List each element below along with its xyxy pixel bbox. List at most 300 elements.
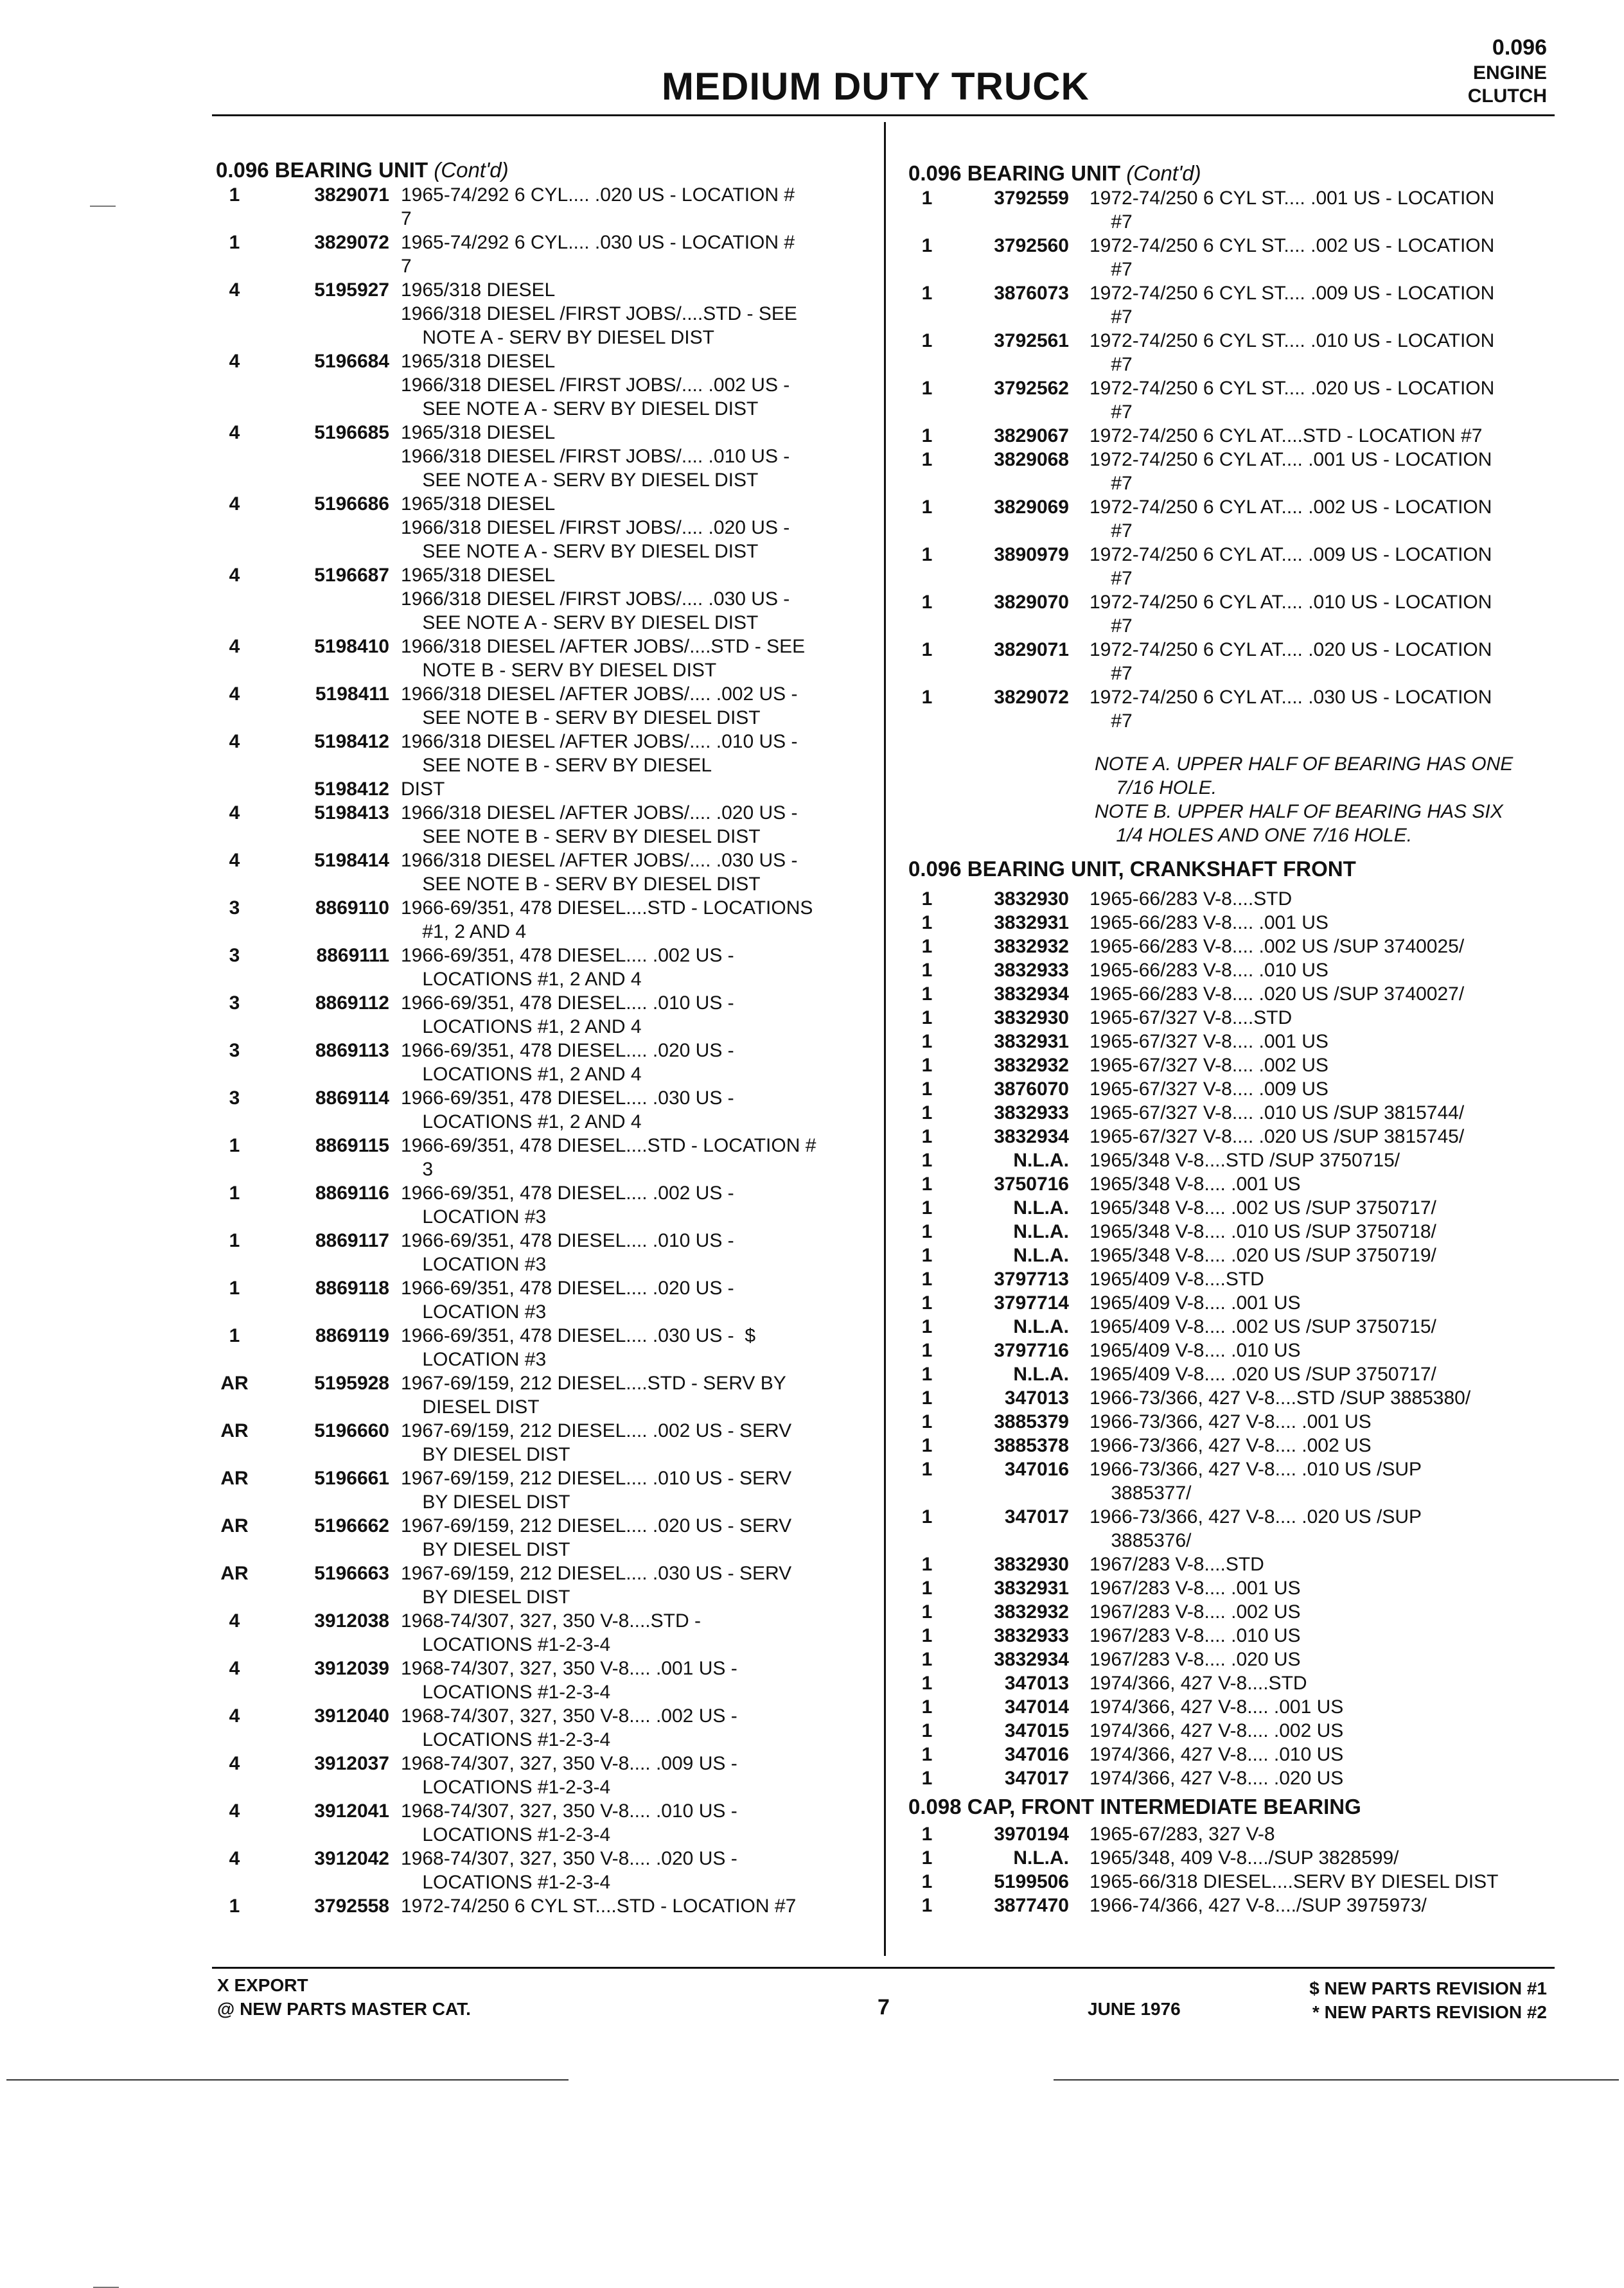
item-part-number: 8869114: [315, 1087, 389, 1109]
item-description: 1972-74/250 6 CYL ST.... .020 US - LOCATION #7: [1090, 378, 1495, 423]
item-description: 1965-67/283, 327 V-8: [1090, 1824, 1275, 1845]
item-description: 1967-69/159, 212 DIESEL.... .020 US - SERV BY DIESEL DIST: [401, 1515, 792, 1560]
item-description: 1972-74/250 6 CYL AT.... .020 US - LOCATION #7: [1090, 639, 1492, 684]
item-part-number: 5198413: [314, 802, 389, 823]
list-item: [908, 1766, 1570, 1790]
list-item: [216, 1514, 878, 1562]
list-item: [216, 1419, 878, 1466]
list-item: [908, 1196, 1570, 1220]
item-part-number: 3832934: [994, 1649, 1069, 1670]
list-item: [216, 1371, 878, 1419]
item-part-number: 3792561: [994, 330, 1069, 351]
list-item: [908, 1894, 1570, 1917]
list-item: [908, 1053, 1570, 1077]
item-part-number: 3832934: [994, 983, 1069, 1005]
item-quantity: 4: [229, 351, 240, 372]
item-part-number: 3797716: [994, 1340, 1069, 1361]
item-quantity: 1: [921, 1673, 933, 1694]
item-part-number: 3832934: [994, 1126, 1069, 1147]
list-item: [908, 1648, 1570, 1671]
item-quantity: 1: [921, 1411, 933, 1432]
list-item: [216, 944, 878, 991]
item-description: 1965/409 V-8.... .010 US: [1090, 1340, 1301, 1361]
item-quantity: 4: [229, 279, 240, 301]
item-quantity: 1: [229, 1183, 240, 1204]
item-description: 1965/348, 409 V-8..../SUP 3828599/: [1090, 1847, 1399, 1869]
footer-legend-master-cat: @ NEW PARTS MASTER CAT.: [217, 1999, 471, 2019]
item-part-number: 3797714: [994, 1292, 1069, 1314]
list-item: [908, 1870, 1570, 1894]
item-quantity: 1: [921, 888, 933, 910]
list-item: [908, 1457, 1570, 1505]
list-item: [908, 1220, 1570, 1244]
item-part-number: 8869113: [315, 1040, 389, 1061]
list-item: [908, 1006, 1570, 1030]
item-quantity: 3: [229, 992, 240, 1014]
item-description: 1965-67/327 V-8.... .001 US: [1090, 1031, 1328, 1052]
item-description: 1968-74/307, 327, 350 V-8.... .002 US - LOCATIONS #1-2-3-4: [401, 1705, 737, 1750]
item-quantity: 1: [921, 544, 933, 565]
item-part-number: 8869112: [315, 992, 389, 1014]
bottom-margin-rule: [1054, 2079, 1619, 2081]
item-description: 1965-66/283 V-8.... .010 US: [1090, 960, 1328, 981]
item-description: 1966-69/351, 478 DIESEL.... .020 US - LOCATIONS #1, 2 AND 4: [401, 1040, 734, 1085]
item-quantity: 1: [229, 184, 240, 206]
item-quantity: 1: [921, 378, 933, 399]
item-part-number: 5196663: [314, 1563, 389, 1584]
notes-block: [908, 752, 1570, 847]
item-description: 1966-73/366, 427 V-8.... .020 US /SUP 3885376/: [1090, 1506, 1422, 1551]
list-item: [908, 1101, 1570, 1125]
item-part-number: 3832931: [994, 1031, 1069, 1052]
list-item: [216, 1276, 878, 1324]
list-item: [216, 1324, 878, 1371]
item-part-number: 3832930: [994, 1554, 1069, 1575]
item-part-number: 3832933: [994, 1102, 1069, 1123]
section-category-engine: ENGINE: [1472, 62, 1547, 84]
item-quantity: 1: [921, 1245, 933, 1266]
item-description: 1967/283 V-8....STD: [1090, 1554, 1264, 1575]
list-item: [908, 1148, 1570, 1172]
item-description: 1965/348 V-8.... .001 US: [1090, 1174, 1301, 1195]
list-item: [216, 1466, 878, 1514]
item-description: 1974/366, 427 V-8.... .020 US: [1090, 1768, 1344, 1789]
item-description: 1966-73/366, 427 V-8....STD /SUP 3885380/: [1090, 1387, 1471, 1409]
list-item: [908, 1695, 1570, 1719]
item-quantity: 1: [921, 1824, 933, 1845]
item-quantity: 4: [229, 565, 240, 586]
item-quantity: 4: [229, 636, 240, 657]
list-item: [216, 1799, 878, 1847]
item-quantity: 1: [921, 912, 933, 933]
item-description: 1966-69/351, 478 DIESEL.... .010 US - LOCATION #3: [401, 1230, 734, 1275]
item-description: 1967-69/159, 212 DIESEL.... .030 US - SERV BY DIESEL DIST: [401, 1563, 792, 1608]
item-description: 1972-74/250 6 CYL ST.... .010 US - LOCATION #7: [1090, 330, 1495, 375]
item-quantity: 1: [921, 235, 933, 256]
list-item: [908, 448, 1570, 495]
item-description: 1968-74/307, 327, 350 V-8.... .010 US - LOCATIONS #1-2-3-4: [401, 1800, 737, 1845]
item-description: 1972-74/250 6 CYL ST.... .001 US - LOCATION #7: [1090, 188, 1495, 233]
footer-date: JUNE 1976: [1088, 1999, 1181, 2019]
item-part-number: 3890979: [994, 544, 1069, 565]
item-description: 1967-69/159, 212 DIESEL.... .010 US - SERV BY DIESEL DIST: [401, 1468, 792, 1513]
list-item: [216, 849, 878, 896]
item-description: 1965/409 V-8....STD: [1090, 1269, 1264, 1290]
item-description: 1965/318 DIESEL 1966/318 DIESEL /FIRST JOBS/.... .010 US - SEE NOTE A - SERV BY DIESEL DIST: [401, 422, 790, 491]
item-quantity: 3: [229, 945, 240, 966]
list-item: [908, 1505, 1570, 1553]
section-category-clutch: CLUTCH: [1467, 85, 1547, 107]
item-part-number: 3912042: [314, 1848, 389, 1869]
right-column: [908, 161, 1570, 1917]
item-quantity: AR: [220, 1563, 249, 1584]
item-part-number: 5195927: [314, 279, 389, 301]
item-part-number: N.L.A.: [1013, 1221, 1069, 1242]
list-item: [908, 186, 1570, 234]
item-part-number: 8869110: [315, 897, 389, 919]
list-item: [216, 1657, 878, 1704]
item-description: 1965-74/292 6 CYL.... .030 US - LOCATION # 7: [401, 232, 795, 277]
item-description: 1966-74/366, 427 V-8..../SUP 3975973/: [1090, 1895, 1427, 1916]
list-item: [908, 281, 1570, 329]
item-quantity: 1: [921, 1316, 933, 1337]
item-description: 1966/318 DIESEL /AFTER JOBS/.... .030 US - SEE NOTE B - SERV BY DIESEL DIST: [401, 850, 798, 895]
item-quantity: 1: [229, 1230, 240, 1251]
item-description: 1967/283 V-8.... .002 US: [1090, 1601, 1301, 1623]
list-item: [908, 1624, 1570, 1648]
footer-revision-2: * NEW PARTS REVISION #2: [1312, 2002, 1547, 2022]
list-item: [216, 1229, 878, 1276]
item-description: 1972-74/250 6 CYL AT.... .002 US - LOCATION #7: [1090, 497, 1492, 541]
item-part-number: 3912037: [314, 1753, 389, 1774]
footer-legend-export: X EXPORT: [217, 1975, 308, 1995]
item-part-number: 3912038: [314, 1610, 389, 1632]
item-description: 1965/409 V-8.... .002 US /SUP 3750715/: [1090, 1316, 1436, 1337]
item-description: 1966/318 DIESEL /AFTER JOBS/.... .010 US - SEE NOTE B - SERV BY DIESEL: [401, 731, 798, 776]
item-quantity: 1: [921, 983, 933, 1005]
item-description: 1965/409 V-8.... .020 US /SUP 3750717/: [1090, 1364, 1436, 1385]
item-quantity: 1: [921, 1871, 933, 1892]
list-item: [216, 635, 878, 682]
list-item: [216, 1181, 878, 1229]
item-quantity: 1: [921, 639, 933, 660]
item-description: 1965-67/327 V-8.... .010 US /SUP 3815744/: [1090, 1102, 1465, 1123]
item-description: 1974/366, 427 V-8.... .010 US: [1090, 1744, 1344, 1765]
item-part-number: 347016: [1004, 1459, 1069, 1480]
section-heading-cap-front-intermediate-bearing: 0.098 CAP, FRONT INTERMEDIATE BEARING: [908, 1795, 1361, 1818]
bottom-margin-rule: [6, 2079, 569, 2081]
item-quantity: 1: [921, 1895, 933, 1916]
item-quantity: 1: [921, 1126, 933, 1147]
item-part-number: 3829071: [314, 184, 389, 206]
item-description: 1972-74/250 6 CYL AT.... .030 US - LOCATION #7: [1090, 687, 1492, 732]
item-part-number: N.L.A.: [1013, 1316, 1069, 1337]
list-item: [908, 1576, 1570, 1600]
list-item: [216, 1704, 878, 1752]
item-description: 1965/348 V-8.... .010 US /SUP 3750718/: [1090, 1221, 1436, 1242]
item-description: 1966-69/351, 478 DIESEL.... .002 US - LOCATIONS #1, 2 AND 4: [401, 945, 734, 990]
parts-list: [908, 887, 1570, 1790]
item-quantity: 4: [229, 802, 240, 823]
item-part-number: 347017: [1004, 1506, 1069, 1527]
item-part-number: 347013: [1004, 1387, 1069, 1409]
list-item: [908, 590, 1570, 638]
item-quantity: AR: [220, 1468, 249, 1489]
item-quantity: 1: [921, 1847, 933, 1869]
item-quantity: 4: [229, 850, 240, 871]
item-part-number: 3876070: [994, 1078, 1069, 1100]
item-quantity: 1: [921, 425, 933, 446]
list-item: [908, 982, 1570, 1006]
item-description: 1965/318 DIESEL 1966/318 DIESEL /FIRST JOBS/.... .002 US - SEE NOTE A - SERV BY DIESEL DIST: [401, 351, 790, 419]
item-description: 1968-74/307, 327, 350 V-8.... .020 US - LOCATIONS #1-2-3-4: [401, 1848, 737, 1893]
item-quantity: 4: [229, 1800, 240, 1822]
section-heading-crankshaft-front: 0.096 BEARING UNIT, CRANKSHAFT FRONT: [908, 857, 1356, 881]
page-title: MEDIUM DUTY TRUCK: [662, 65, 1090, 108]
item-part-number: 3912040: [314, 1705, 389, 1727]
item-quantity: 1: [229, 1278, 240, 1299]
item-description: 1965/409 V-8.... .001 US: [1090, 1292, 1301, 1314]
list-item: [908, 1434, 1570, 1457]
item-part-number: 8869116: [315, 1183, 389, 1204]
item-part-number: 3829068: [994, 449, 1069, 470]
item-part-number: 3832931: [994, 912, 1069, 933]
item-part-number: 5196684: [314, 351, 389, 372]
item-quantity: 1: [921, 1174, 933, 1195]
item-description: 1965-66/283 V-8.... .002 US /SUP 3740025/: [1090, 936, 1465, 957]
item-description: 1968-74/307, 327, 350 V-8.... .009 US - LOCATIONS #1-2-3-4: [401, 1753, 737, 1798]
list-item: [216, 183, 878, 231]
list-item: [908, 1125, 1570, 1148]
item-quantity: 1: [921, 1007, 933, 1028]
item-part-number: N.L.A.: [1013, 1847, 1069, 1869]
item-quantity: 1: [921, 1364, 933, 1385]
list-item: [908, 495, 1570, 543]
item-quantity: 1: [921, 1601, 933, 1623]
item-part-number: 3877470: [994, 1895, 1069, 1916]
item-part-number: 3832931: [994, 1578, 1069, 1599]
item-quantity: 1: [921, 1031, 933, 1052]
item-part-number: N.L.A.: [1013, 1150, 1069, 1171]
list-item: [216, 896, 878, 944]
list-item: [216, 1086, 878, 1134]
list-item: [908, 1339, 1570, 1362]
parts-list: [908, 1822, 1570, 1917]
item-quantity: 1: [921, 1102, 933, 1123]
item-quantity: 1: [921, 1649, 933, 1670]
footer-rule: [212, 1967, 1555, 1969]
list-item: [908, 911, 1570, 935]
parts-list: [216, 183, 878, 1918]
list-item: [908, 958, 1570, 982]
item-description: 1972-74/250 6 CYL AT.... .010 US - LOCATION #7: [1090, 592, 1492, 637]
list-item: [908, 376, 1570, 424]
list-item: [908, 1553, 1570, 1576]
item-quantity: 1: [229, 1325, 240, 1346]
item-quantity: 4: [229, 731, 240, 752]
item-part-number: 3832930: [994, 1007, 1069, 1028]
item-quantity: 1: [921, 283, 933, 304]
item-description: 1965/318 DIESEL 1966/318 DIESEL /FIRST JOBS/.... .030 US - SEE NOTE A - SERV BY DIESEL DIST: [401, 565, 790, 633]
item-part-number: 3832933: [994, 960, 1069, 981]
item-part-number: 5195928: [314, 1373, 389, 1394]
item-quantity: 1: [921, 1221, 933, 1242]
item-quantity: 1: [921, 449, 933, 470]
item-part-number: 347015: [1004, 1720, 1069, 1741]
item-part-number: 5198412: [314, 779, 389, 800]
item-description: 1966-69/351, 478 DIESEL.... .002 US - LOCATION #3: [401, 1183, 734, 1228]
item-part-number: 3829071: [994, 639, 1069, 660]
item-quantity: 1: [921, 1055, 933, 1076]
item-part-number: 5198412: [314, 731, 389, 752]
item-description: 1974/366, 427 V-8.... .002 US: [1090, 1720, 1344, 1741]
list-item: [216, 231, 878, 278]
item-quantity: 1: [229, 232, 240, 253]
footer-revision-1: $ NEW PARTS REVISION #1: [1309, 1978, 1547, 1998]
list-item: [908, 329, 1570, 376]
item-part-number: 3829069: [994, 497, 1069, 518]
list-item: [908, 1822, 1570, 1846]
header-rule: [212, 114, 1555, 116]
item-quantity: 1: [921, 1197, 933, 1219]
list-item: [216, 1752, 878, 1799]
item-part-number: 5198410: [314, 636, 389, 657]
item-description: 1965/348 V-8.... .002 US /SUP 3750717/: [1090, 1197, 1436, 1219]
item-quantity: AR: [220, 1420, 249, 1441]
left-column: [216, 157, 878, 1918]
item-part-number: 3912041: [314, 1800, 389, 1822]
item-quantity: 1: [921, 1459, 933, 1480]
item-part-number: 3829067: [994, 425, 1069, 446]
item-part-number: 3876073: [994, 283, 1069, 304]
item-description: 1965-66/283 V-8....STD: [1090, 888, 1293, 910]
item-description: 1965/318 DIESEL 1966/318 DIESEL /FIRST JOBS/....STD - SEE NOTE A - SERV BY DIESEL DIST: [401, 279, 797, 348]
list-item: [908, 887, 1570, 911]
item-description: 1965/348 V-8....STD /SUP 3750715/: [1090, 1150, 1400, 1171]
list-item: [908, 1362, 1570, 1386]
list-item: [908, 1410, 1570, 1434]
item-description: 1967-69/159, 212 DIESEL.... .002 US - SERV BY DIESEL DIST: [401, 1420, 792, 1465]
list-item: [908, 1600, 1570, 1624]
item-description: 1965/348 V-8.... .020 US /SUP 3750719/: [1090, 1245, 1436, 1266]
item-quantity: 4: [229, 493, 240, 515]
item-part-number: 5196661: [314, 1468, 389, 1489]
item-description: 1966-69/351, 478 DIESEL....STD - LOCATIONS #1, 2 AND 4: [401, 897, 813, 942]
item-part-number: 3829072: [994, 687, 1069, 708]
item-part-number: 5196686: [314, 493, 389, 515]
item-part-number: 3792559: [994, 188, 1069, 209]
item-part-number: 8869118: [315, 1278, 389, 1299]
list-item: [216, 1039, 878, 1086]
item-part-number: 3750716: [994, 1174, 1069, 1195]
item-description: 1968-74/307, 327, 350 V-8....STD - LOCATIONS #1-2-3-4: [401, 1610, 701, 1655]
item-quantity: 4: [229, 422, 240, 443]
list-item: [908, 1267, 1570, 1291]
item-description: 1965-74/292 6 CYL.... .020 US - LOCATION # 7: [401, 184, 795, 229]
item-quantity: 4: [229, 1753, 240, 1774]
list-item: [216, 278, 878, 349]
list-item: [908, 1846, 1570, 1870]
item-description: 1972-74/250 6 CYL AT.... .009 US - LOCATION #7: [1090, 544, 1492, 589]
list-item: [908, 1386, 1570, 1410]
item-quantity: 1: [921, 1292, 933, 1314]
item-description: 1972-74/250 6 CYL ST.... .009 US - LOCATION #7: [1090, 283, 1495, 328]
item-quantity: 1: [921, 1578, 933, 1599]
item-description: 1965-67/327 V-8.... .009 US: [1090, 1078, 1328, 1100]
item-part-number: 347014: [1004, 1696, 1069, 1718]
item-quantity: 4: [229, 1705, 240, 1727]
item-quantity: AR: [220, 1373, 249, 1394]
item-description: 1965-66/283 V-8.... .020 US /SUP 3740027/: [1090, 983, 1465, 1005]
list-item: [908, 543, 1570, 590]
item-part-number: 3912039: [314, 1658, 389, 1679]
item-description: 1967/283 V-8.... .010 US: [1090, 1625, 1301, 1646]
item-description: 1965-67/327 V-8.... .002 US: [1090, 1055, 1328, 1076]
item-description: 1966-73/366, 427 V-8.... .001 US: [1090, 1411, 1372, 1432]
list-item: [216, 349, 878, 421]
item-description: 1966-69/351, 478 DIESEL.... .010 US - LOCATIONS #1, 2 AND 4: [401, 992, 734, 1037]
item-part-number: N.L.A.: [1013, 1197, 1069, 1219]
item-part-number: 8869119: [315, 1325, 389, 1346]
item-quantity: 1: [921, 1768, 933, 1789]
item-description: 1966-69/351, 478 DIESEL.... .030 US - $ LOCATION #3: [401, 1325, 756, 1370]
item-description: 1965-67/327 V-8....STD: [1090, 1007, 1293, 1028]
item-quantity: 4: [229, 1658, 240, 1679]
section-number: 0.096: [1492, 35, 1547, 60]
item-part-number: 5196685: [314, 422, 389, 443]
item-part-number: 5199506: [994, 1871, 1069, 1892]
item-part-number: 3792558: [314, 1896, 389, 1917]
item-description: 1966-69/351, 478 DIESEL....STD - LOCATION # 3: [401, 1135, 816, 1180]
item-part-number: 3885378: [994, 1435, 1069, 1456]
item-description: 1966/318 DIESEL /AFTER JOBS/....STD - SEE NOTE B - SERV BY DIESEL DIST: [401, 636, 806, 681]
item-description: 1965-67/327 V-8.... .020 US /SUP 3815745/: [1090, 1126, 1465, 1147]
item-part-number: 8869115: [315, 1135, 389, 1156]
item-description: 1972-74/250 6 CYL AT....STD - LOCATION #7: [1090, 425, 1483, 446]
list-item: [216, 801, 878, 849]
item-quantity: 1: [921, 1269, 933, 1290]
item-description: 1972-74/250 6 CYL AT.... .001 US - LOCATION #7: [1090, 449, 1492, 494]
item-part-number: 5198414: [314, 850, 389, 871]
item-part-number: 347017: [1004, 1768, 1069, 1789]
item-part-number: 3829072: [314, 232, 389, 253]
item-quantity: 1: [921, 1506, 933, 1527]
item-quantity: 1: [921, 687, 933, 708]
item-description: 1965/318 DIESEL 1966/318 DIESEL /FIRST JOBS/.... .020 US - SEE NOTE A - SERV BY DIESEL DIST: [401, 493, 790, 562]
item-quantity: 4: [229, 1848, 240, 1869]
item-description: 1967-69/159, 212 DIESEL....STD - SERV BY DIESEL DIST: [401, 1373, 786, 1418]
item-part-number: 3832932: [994, 936, 1069, 957]
item-part-number: 347013: [1004, 1673, 1069, 1694]
item-description: 1966-69/351, 478 DIESEL.... .030 US - LOCATIONS #1, 2 AND 4: [401, 1087, 734, 1132]
list-item: [908, 1244, 1570, 1267]
item-quantity: 1: [921, 1387, 933, 1409]
list-item: [216, 1894, 878, 1918]
item-description: 1965-66/283 V-8.... .001 US: [1090, 912, 1328, 933]
item-quantity: 1: [921, 1435, 933, 1456]
list-item: [216, 492, 878, 563]
item-description: 1966-69/351, 478 DIESEL.... .020 US - LOCATION #3: [401, 1278, 734, 1323]
item-part-number: 3797713: [994, 1269, 1069, 1290]
list-item: [908, 1172, 1570, 1196]
margin-tick: [90, 206, 116, 207]
item-description: 1974/366, 427 V-8....STD: [1090, 1673, 1307, 1694]
list-item: [908, 1291, 1570, 1315]
item-part-number: 3970194: [994, 1824, 1069, 1845]
list-item: [216, 1562, 878, 1609]
item-part-number: 3832932: [994, 1055, 1069, 1076]
item-quantity: AR: [220, 1515, 249, 1536]
